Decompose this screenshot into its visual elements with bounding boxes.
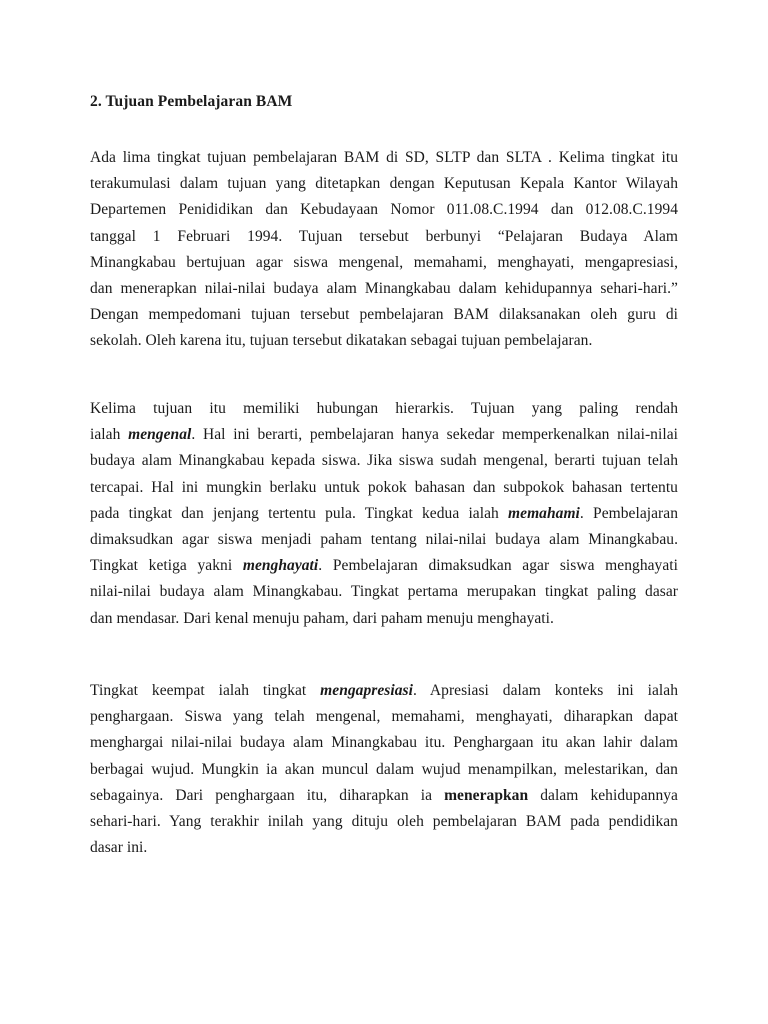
line-text: . Apresiasi dalam konteks ini ialah — [412, 682, 679, 699]
line-text: ialah — [90, 426, 129, 444]
line-text: dalam kehidupannya — [528, 786, 678, 804]
paragraph-line — [90, 783, 678, 809]
paragraph-3 — [90, 678, 678, 861]
line-text: Tingkat ketiga yakni — [90, 557, 243, 575]
paragraph-line: tanggal 1 Februari 1994. Tujuan tersebut berbunyi “Pelajaran Budaya Alam — [90, 227, 678, 245]
paragraph-line — [90, 553, 678, 579]
paragraph-line: Dengan mempedomani tujuan tersebut pembelajaran BAM dilaksanakan oleh guru di — [90, 306, 678, 324]
section-heading: 2. Tujuan Pembelajaran BAM — [90, 93, 293, 110]
paragraph-line: tercapai. Hal ini mungkin berlaku untuk pokok bahasan dan subpokok bahasan tertentu — [90, 478, 678, 496]
paragraph-line: terakumulasi dalam tujuan yang ditetapkan dengan Keputusan Kepala Kantor Wilayah — [90, 175, 678, 193]
emphasis-term: menghayati — [242, 557, 319, 575]
emphasis-term: mengapresiasi — [320, 682, 413, 699]
paragraph-1 — [90, 145, 678, 355]
paragraph-line: penghargaan. Siswa yang telah mengenal, memahami, menghayati, diharapkan dapat — [90, 708, 678, 726]
paragraph-line: dimaksudkan agar siswa menjadi paham tentang nilai-nilai budaya alam Minangkabau. — [90, 531, 678, 549]
paragraph-line: Kelima tujuan itu memiliki hubungan hierarkis. Tujuan yang paling rendah — [90, 400, 678, 417]
paragraph-line: Minangkabau bertujuan agar siswa mengenal, memahami, menghayati, mengapresiasi, — [90, 253, 678, 271]
paragraph-line: dan menerapkan nilai-nilai budaya alam Minangkabau dalam kehidupannya sehari-hari.” — [90, 280, 678, 298]
paragraph-line: Ada lima tingkat tujuan pembelajaran BAM di SD, SLTP dan SLTA . Kelima tingkat itu — [90, 149, 678, 166]
line-text: Tingkat keempat ialah tingkat — [90, 682, 321, 699]
paragraph-line: dasar ini. — [90, 839, 148, 857]
paragraph-2 — [90, 396, 678, 632]
emphasis-term: mengenal — [128, 426, 192, 444]
paragraph-line: budaya alam Minangkabau kepada siswa. Jika siswa sudah mengenal, berarti tujuan telah — [90, 452, 678, 470]
line-text: sebagainya. Dari penghargaan itu, diharapkan ia — [90, 786, 445, 804]
line-text: . Hal ini berarti, pembelajaran hanya sekedar memperkenalkan nilai-nilai — [191, 426, 678, 444]
emphasis-term: memahami — [508, 504, 580, 522]
line-text: pada tingkat dan jenjang tertentu pula. Tingkat kedua ialah — [90, 504, 509, 522]
paragraph-line: sekolah. Oleh karena itu, tujuan tersebut dikatakan sebagai tujuan pembelajaran. — [90, 332, 593, 350]
paragraph-line: nilai-nilai budaya alam Minangkabau. Tingkat pertama merupakan tingkat paling dasar — [90, 583, 678, 601]
emphasis-term: menerapkan — [444, 786, 529, 804]
line-text: . Pembelajaran dimaksudkan agar siswa menghayati — [318, 557, 678, 575]
line-text: . Pembelajaran — [579, 504, 678, 522]
paragraph-line: Departemen Penididikan dan Kebudayaan Nomor 011.08.C.1994 dan 012.08.C.1994 — [90, 201, 678, 219]
paragraph-line: menghargai nilai-nilai budaya alam Minangkabau itu. Penghargaan itu akan lahir dalam — [90, 734, 678, 752]
paragraph-line: berbagai wujud. Mungkin ia akan muncul dalam wujud menampilkan, melestarikan, dan — [90, 760, 678, 778]
paragraph-line: sehari-hari. Yang terakhir inilah yang dituju oleh pembelajaran BAM pada pendidikan — [90, 813, 678, 831]
paragraph-line — [90, 678, 678, 704]
paragraph-line — [90, 501, 678, 527]
paragraph-line: dan mendasar. Dari kenal menuju paham, dari paham menuju menghayati. — [90, 609, 554, 627]
paragraph-line — [90, 422, 678, 448]
